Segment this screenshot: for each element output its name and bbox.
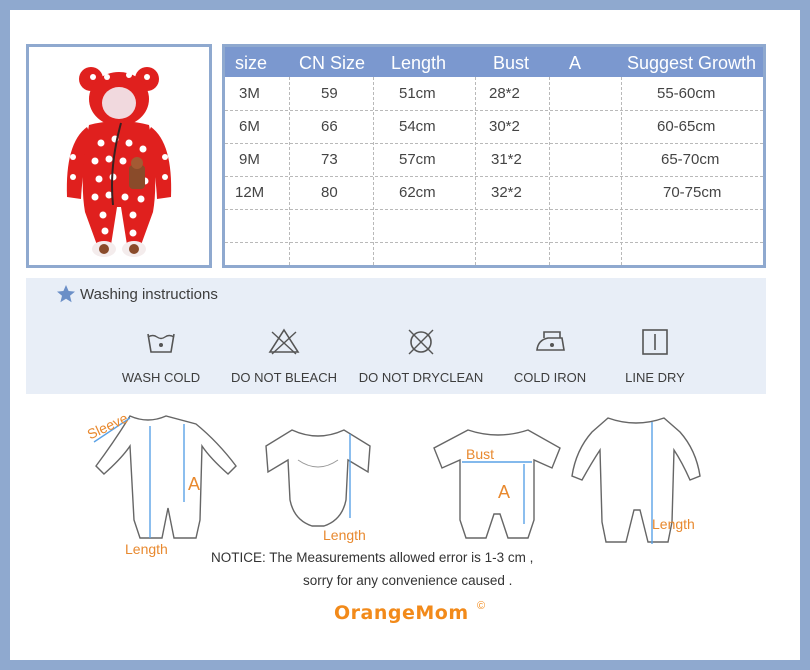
copyright-mark: © bbox=[477, 600, 486, 612]
cold-iron-label: COLD IRON bbox=[513, 370, 587, 385]
length-label: Length bbox=[323, 527, 366, 543]
wash-cold-item bbox=[96, 326, 226, 390]
do-not-bleach-label: DO NOT BLEACH bbox=[231, 370, 337, 385]
notice-line-2: sorry for any convenience caused . bbox=[303, 573, 513, 588]
brand-logo: OrangeMom bbox=[334, 602, 469, 624]
cell-growth: 70-75cm bbox=[663, 184, 722, 201]
do-not-dryclean-item bbox=[356, 326, 486, 390]
cell-growth: 55-60cm bbox=[657, 85, 716, 102]
cell-cn-size: 66 bbox=[321, 118, 338, 135]
bust-label: Bust bbox=[466, 446, 495, 462]
length-label: Length bbox=[652, 516, 695, 532]
cell-cn-size: 73 bbox=[321, 151, 338, 168]
cell-growth: 65-70cm bbox=[661, 151, 720, 168]
line-dry-label: LINE DRY bbox=[625, 370, 685, 385]
table-row bbox=[225, 143, 763, 176]
header-suggest-growth: Suggest Growth bbox=[627, 53, 757, 73]
header-a: A bbox=[569, 53, 582, 73]
cell-bust: 30*2 bbox=[489, 118, 520, 135]
cell-bust: 32*2 bbox=[491, 184, 522, 201]
wash-cold-icon bbox=[145, 326, 177, 358]
cell-size: 3M bbox=[239, 85, 260, 102]
table-row bbox=[225, 77, 763, 110]
cell-cn-size: 59 bbox=[321, 85, 338, 102]
header-bust: Bust bbox=[493, 53, 530, 73]
cell-length: 51cm bbox=[399, 85, 436, 102]
cell-length: 54cm bbox=[399, 118, 436, 135]
do-not-dryclean-icon bbox=[405, 326, 437, 358]
washing-title: Washing instructions bbox=[80, 286, 218, 303]
star-icon bbox=[56, 284, 76, 304]
table-row bbox=[225, 176, 763, 209]
cell-size: 6M bbox=[239, 118, 260, 135]
size-chart-table bbox=[222, 44, 766, 268]
table-row bbox=[225, 110, 763, 143]
cell-size: 12M bbox=[235, 184, 265, 201]
product-photo bbox=[26, 44, 212, 268]
do-not-bleach-item bbox=[219, 326, 349, 390]
bodysuit-measure-diagram bbox=[258, 424, 378, 534]
cell-cn-size: 80 bbox=[321, 184, 338, 201]
length-label: Length bbox=[125, 541, 168, 557]
notice-line-1: NOTICE: The Measurements allowed error is 1-3 cm , bbox=[211, 550, 534, 565]
header-cn-size: CN Size bbox=[299, 53, 366, 73]
a-label: A bbox=[498, 482, 511, 502]
line-dry-item bbox=[590, 326, 720, 390]
header-length: Length bbox=[391, 53, 447, 73]
washing-instructions-panel bbox=[26, 278, 766, 394]
cell-length: 62cm bbox=[399, 184, 436, 201]
cell-size: 9M bbox=[239, 151, 260, 168]
cold-iron-icon bbox=[534, 326, 566, 358]
cell-bust: 28*2 bbox=[489, 85, 520, 102]
header-size: size bbox=[235, 53, 268, 73]
red-polka-dot-romper-image bbox=[29, 47, 209, 265]
do-not-bleach-icon bbox=[268, 326, 300, 358]
line-dry-icon bbox=[639, 326, 671, 358]
table-header bbox=[225, 47, 763, 77]
cell-bust: 31*2 bbox=[491, 151, 522, 168]
cell-length: 57cm bbox=[399, 151, 436, 168]
do-not-dryclean-label: DO NOT DRYCLEAN bbox=[358, 370, 484, 385]
cell-growth: 60-65cm bbox=[657, 118, 716, 135]
sleeve-label: Sleeve bbox=[84, 409, 131, 443]
wash-cold-label: WASH COLD bbox=[121, 370, 201, 385]
a-label: A bbox=[188, 474, 201, 494]
